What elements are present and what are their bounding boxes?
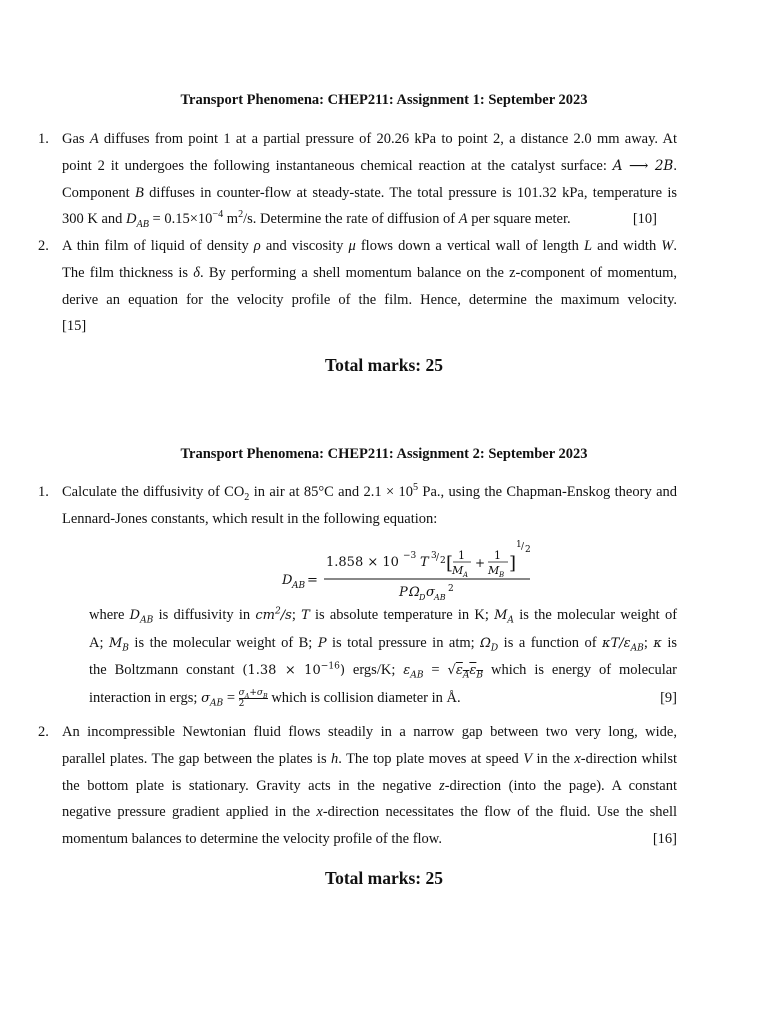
q1-line-1: Gas A diffuses from point 1 at a partial pressure of 20.26 kPa to point 2, a distance 2.0 mm away. At: [62, 131, 677, 147]
svg-text:P: P: [399, 585, 408, 600]
q1-line-2: point 2 it undergoes the following instantaneous chemical reaction at the catalyst surface: A ⟶ 2B.: [62, 157, 677, 174]
q2-line-1: A thin film of liquid of density ρ and viscosity μ flows down a vertical wall of length L and width W.: [62, 238, 677, 254]
marks-label: [16]: [652, 831, 677, 848]
svg-text:D: D: [282, 573, 293, 588]
q1-line-4: 300 K and $D_{AB} = 0.15\times 10^{-4}$ $m^2/s$. Determine the rate of diffusion of A per square meter. [10]: [62, 206, 677, 233]
svg-text:/: /: [521, 542, 525, 552]
question-number: 2.: [38, 724, 49, 740]
svg-text:1.858 × 10: 1.858 × 10: [326, 555, 399, 570]
svg-text:Ω: Ω: [409, 585, 420, 600]
svg-text:2: 2: [525, 545, 531, 555]
definition-line-4: interaction in ergs; $\sigma_{AB}$ = $\frac{\sigma_A+\sigma_B}{2}$ which is collision diameter in Å. [9]: [89, 685, 677, 713]
q2-line-2: The film thickness is δ. By performing a shell momentum balance on the z-component of momentum,: [62, 264, 677, 281]
svg-text:/: /: [436, 553, 440, 563]
question-number: 2.: [38, 238, 49, 254]
question-number: 1.: [38, 484, 49, 500]
definition-line-3: the Boltzmann constant $(1.38 \times 10^{-16})$ ergs/K; $\varepsilon_{AB} = √\varepsilon_A\varepsilon_B$ which is energy of molecular: [89, 661, 677, 681]
svg-text:1: 1: [458, 549, 465, 562]
svg-text:AB: AB: [434, 593, 446, 602]
marks-label: [9]: [660, 689, 677, 706]
equation-definitions: [89, 602, 677, 712]
svg-text:A: A: [463, 571, 469, 579]
marks-label: [15]: [62, 318, 87, 335]
definition-line-1: where $D_{AB}$ is diffusivity in $cm^2/s$; T is absolute temperature in K; $M_A$ is the molecular weight of: [89, 606, 678, 626]
q1-line-3: Component B diffuses in counter-flow at steady-state. The total pressure is 101.32 kPa, temperature is: [62, 184, 677, 201]
svg-text:3: 3: [431, 551, 437, 561]
assignment-1-total: Total marks: 25: [325, 355, 443, 375]
svg-text:AB: AB: [292, 581, 306, 591]
q2-line-4: [62, 313, 677, 340]
a2q1-line-2: Lennard-Jones constants, which result in the following equation:: [62, 510, 438, 527]
chapman-enskog-equation: [280, 532, 560, 602]
a2q1-line-1: Calculate the diffusivity of $CO_2$ in air at 85°C and $2.1 \times 10^5$ Pa., using the Chapman-Enskog theory and: [62, 482, 677, 503]
svg-text:D: D: [419, 593, 426, 602]
a2q2-line-1: An incompressible Newtonian fluid flows steadily in a narrow gap between two very long, wide,: [62, 724, 677, 740]
svg-text:1: 1: [516, 540, 522, 550]
svg-text:=: =: [307, 573, 318, 588]
svg-text:M: M: [488, 564, 500, 577]
marks-label: [10]: [632, 211, 657, 228]
svg-text:]: ]: [509, 553, 517, 574]
svg-text:−3: −3: [403, 551, 417, 561]
svg-text:1: 1: [494, 549, 501, 562]
a2q2-line-2: parallel plates. The gap between the plates is h. The top plate moves at speed V in the x-direction whilst: [62, 750, 677, 767]
svg-text:2: 2: [448, 584, 454, 594]
q2-line-3: derive an equation for the velocity profile of the film. Hence, determine the maximum velocity.: [62, 291, 677, 308]
svg-text:2: 2: [440, 556, 446, 566]
assignment-2-total: Total marks: 25: [325, 868, 443, 888]
svg-text:+: +: [475, 556, 486, 570]
definition-line-2: A; $M_B$ is the molecular weight of B; P is total pressure in atm; $\Omega_D$ is a function of $\kappa T/\varepsilon_{AB}$; κ is: [89, 634, 678, 654]
a2q2-line-4: negative pressure gradient applied in the x-direction necessitates the flow of the fluid. Use the shell: [62, 804, 678, 821]
svg-text:σ: σ: [426, 585, 435, 600]
assignment-2-question-2: [38, 719, 678, 853]
assignment-2-question-1: [38, 479, 677, 533]
assignment-1-heading: Transport Phenomena: CHEP211: Assignment 1: September 2023: [180, 92, 588, 108]
a2q2-line-5: momentum balances to determine the velocity profile of the flow. [16]: [62, 826, 677, 853]
equation-graphic: [280, 532, 560, 602]
svg-text:M: M: [452, 564, 464, 577]
svg-text:T: T: [420, 555, 429, 570]
assignment-1-question-2: [38, 233, 677, 340]
assignment-2-heading: Transport Phenomena: CHEP211: Assignment 2: September 2023: [180, 446, 588, 462]
svg-text:B: B: [499, 571, 505, 579]
assignment-1-question-1: [38, 126, 677, 233]
svg-text:[: [: [446, 553, 454, 574]
a2q2-line-3: the bottom plate is stationary. Gravity acts in the negative z-direction (into the page). A constant: [62, 777, 677, 794]
question-number: 1.: [38, 131, 49, 147]
